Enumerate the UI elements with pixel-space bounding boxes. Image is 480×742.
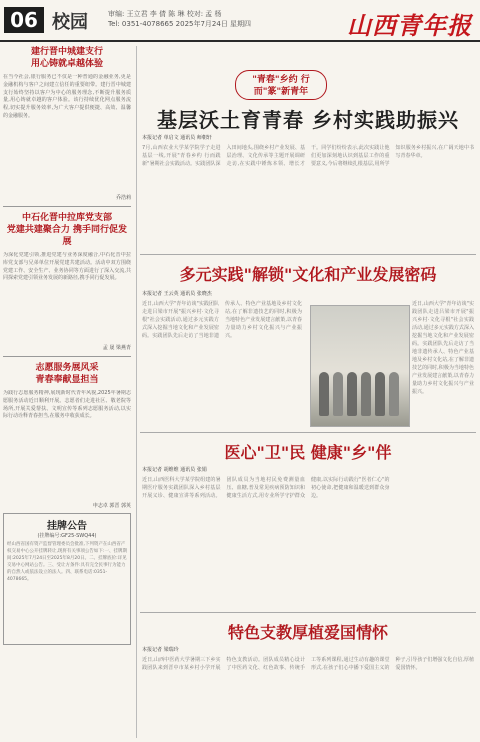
article-subhead: 青春奉献显担当 <box>35 375 99 385</box>
lead-headline: 基层沃土育青春 乡村实践助振兴 <box>157 108 459 132</box>
article-headline-teaching: 特色支教厚植爱国情怀 <box>227 623 388 642</box>
article-byline: 本报记者 梁瑞玲 <box>142 647 179 653</box>
editor-line: 审编: 王立君 李 倩 陈 琳 校对: 孟 杨 <box>108 10 222 18</box>
page-number: 06 <box>4 7 44 33</box>
article-headline: 志愿服务展风采 <box>35 363 99 373</box>
article-byline: 本报记者 王云英 通讯员 张晓杰 <box>142 291 212 297</box>
article-byline: 孟 晟 梁燕青 <box>102 345 131 351</box>
article-body: 近日,山西大学"青年访谈"实践团队走进吕梁市开展"振兴乡村·文化寻根"社会实践活动,通过多元实践方式深入挖掘当地文化和产业发展密码。实践团队先后走访了当地非遗传承人、特色产业基地及乡村文化站,在了解非遗技艺的同时,积极为当地特色产业发展建言献策,以青春力量助力乡村文化振兴与产业振兴。 <box>142 301 302 339</box>
notice-subtitle: (挂牌编号:GF25-SWQ44) <box>37 533 97 539</box>
column-banner: "青春"乡约 行而"篆"新青年 <box>235 70 327 100</box>
article-byline: 本报记者 胡维维 通讯员 张娟 <box>142 467 207 473</box>
page-header <box>0 0 480 42</box>
divider <box>140 612 476 613</box>
column-divider <box>136 46 137 738</box>
article-byline: 申志卓 郭晋 郭英 <box>92 503 131 509</box>
divider <box>140 432 476 433</box>
section-title: 校园 <box>52 12 88 33</box>
divider <box>3 356 131 357</box>
group-photo <box>310 305 410 427</box>
article-headline-health: 医心"卫"民 健康"乡"伴 <box>224 443 392 462</box>
notice-body: 经山西省国有资产监督管理委员会批准,下列资产在山西省产权交易中心公开挂牌转让,现将有关事项公告如下:一、挂牌期间:2025年7月24日至2025年8月20日。二、挂牌底价:详见交易中心网站公告。三、受让方条件:具有完全民事行为能力的自然人或依法设立的法人。四、联系电话:0351-4078665。 <box>7 542 127 582</box>
article-body: 为深化党建引领,推进党建与业务深度融合,中石化晋中拉库党支部与兄弟单位开展党建共建活动。活动中双方围绕党建工作、安全生产、业务协同等方面进行了深入交流,共同探索党建引领业务发展的新路径,携手同行促发展。 <box>3 252 131 282</box>
date-line: Tel: 0351-4078665 2025年7月24日 星期四 <box>108 20 252 28</box>
left-column <box>3 46 131 738</box>
article-bank-service <box>3 46 131 201</box>
notice-title: 挂牌公告 <box>47 521 87 532</box>
lead-byline: 本报记者 单启文 通讯员 师朝轩 <box>142 135 212 141</box>
lead-body: 7月,山西农业大学某学院学子走进基层一线,开展"青春乡约 行而践新"暑期社会实践活动。实践团队深入田间地头,围绕乡村产业发展、基层治理、文化传承等主题开展调研走访,在实践中锤炼本领、增长才干。同学们纷纷表示,此次实践让他们更加深刻地认识到基层工作的重要意义,今后将继续扎根基层,用所学知识服务乡村振兴,在广阔天地中书写青春华章。 <box>142 145 474 167</box>
listing-notice <box>3 513 131 645</box>
masthead-logo: 山西青年报 <box>347 11 472 40</box>
article-party-building <box>3 212 131 351</box>
article-headline: 中石化晋中拉库党支部 <box>21 213 112 223</box>
article-body: 为践行志愿服务精神,展现新时代青年风貌,2025年暑期志愿服务活动近日顺利开展。志愿者们走进社区、敬老院等场所,开展关爱帮扶、文明宣传等系列志愿服务活动,以实际行动诠释青春担当,在服务中收获成长。 <box>3 390 131 420</box>
header-meta <box>108 9 251 29</box>
article-body: 近日,山西中医药大学暑期三下乡实践团队来到晋中市某乡村小学开展特色支教活动。团队成员精心设计了中医药文化、红色故事、传统手工等系列课程,通过生动有趣的课堂形式,在孩子们心中播下爱国主义的种子,引导孩子们增强文化自信,厚植爱国情怀。 <box>142 657 474 671</box>
article-headline: 建行晋中城建支行 <box>30 47 103 57</box>
article-volunteer <box>3 362 131 509</box>
article-byline: 乔浩莉 <box>115 195 131 201</box>
article-subhead: 用心铸就卓越体验 <box>30 59 103 69</box>
article-subhead: 党建共建聚合力 携手同行促发展 <box>6 225 128 247</box>
article-body: 近日,山西医科大学某学院组建的暑期医疗服务实践团队深入乡村基层开展义诊、健康宣讲等系列活动。团队成员为当地村民免费测量血压、血糖,普及常见疾病预防知识和健康生活方式,用专业所学守护群众健康,以实际行动践行"医者仁心"的初心使命,把健康和温暖送到群众身边。 <box>142 477 390 499</box>
divider <box>3 206 131 207</box>
article-body: 在当今社会,银行服务已不仅是一种普通的金融业务,更是金融机构与客户之间建立信任的重要纽带。建行晋中城建支行始终坚持以客户为中心的服务理念,不断提升服务质量,用心铸就卓越的客户体验。该行持续优化网点服务流程,切实提升服务效率,为广大客户提供便捷、高效、温馨的金融服务。 <box>3 74 131 119</box>
article-headline-culture: 多元实践"解锁"文化和产业发展密码 <box>179 265 437 284</box>
article-body-continued: 近日,山西大学"青年访谈"实践团队走进吕梁市开展"振兴乡村·文化寻根"社会实践活动,通过多元实践方式深入挖掘当地文化和产业发展密码。实践团队先后走访了当地非遗传承人、特色产业基地及乡村文化站,在了解非遗技艺的同时,积极为当地特色产业发展建言献策,以青春力量助力乡村文化振兴与产业振兴。 <box>412 301 474 395</box>
divider <box>140 254 476 255</box>
